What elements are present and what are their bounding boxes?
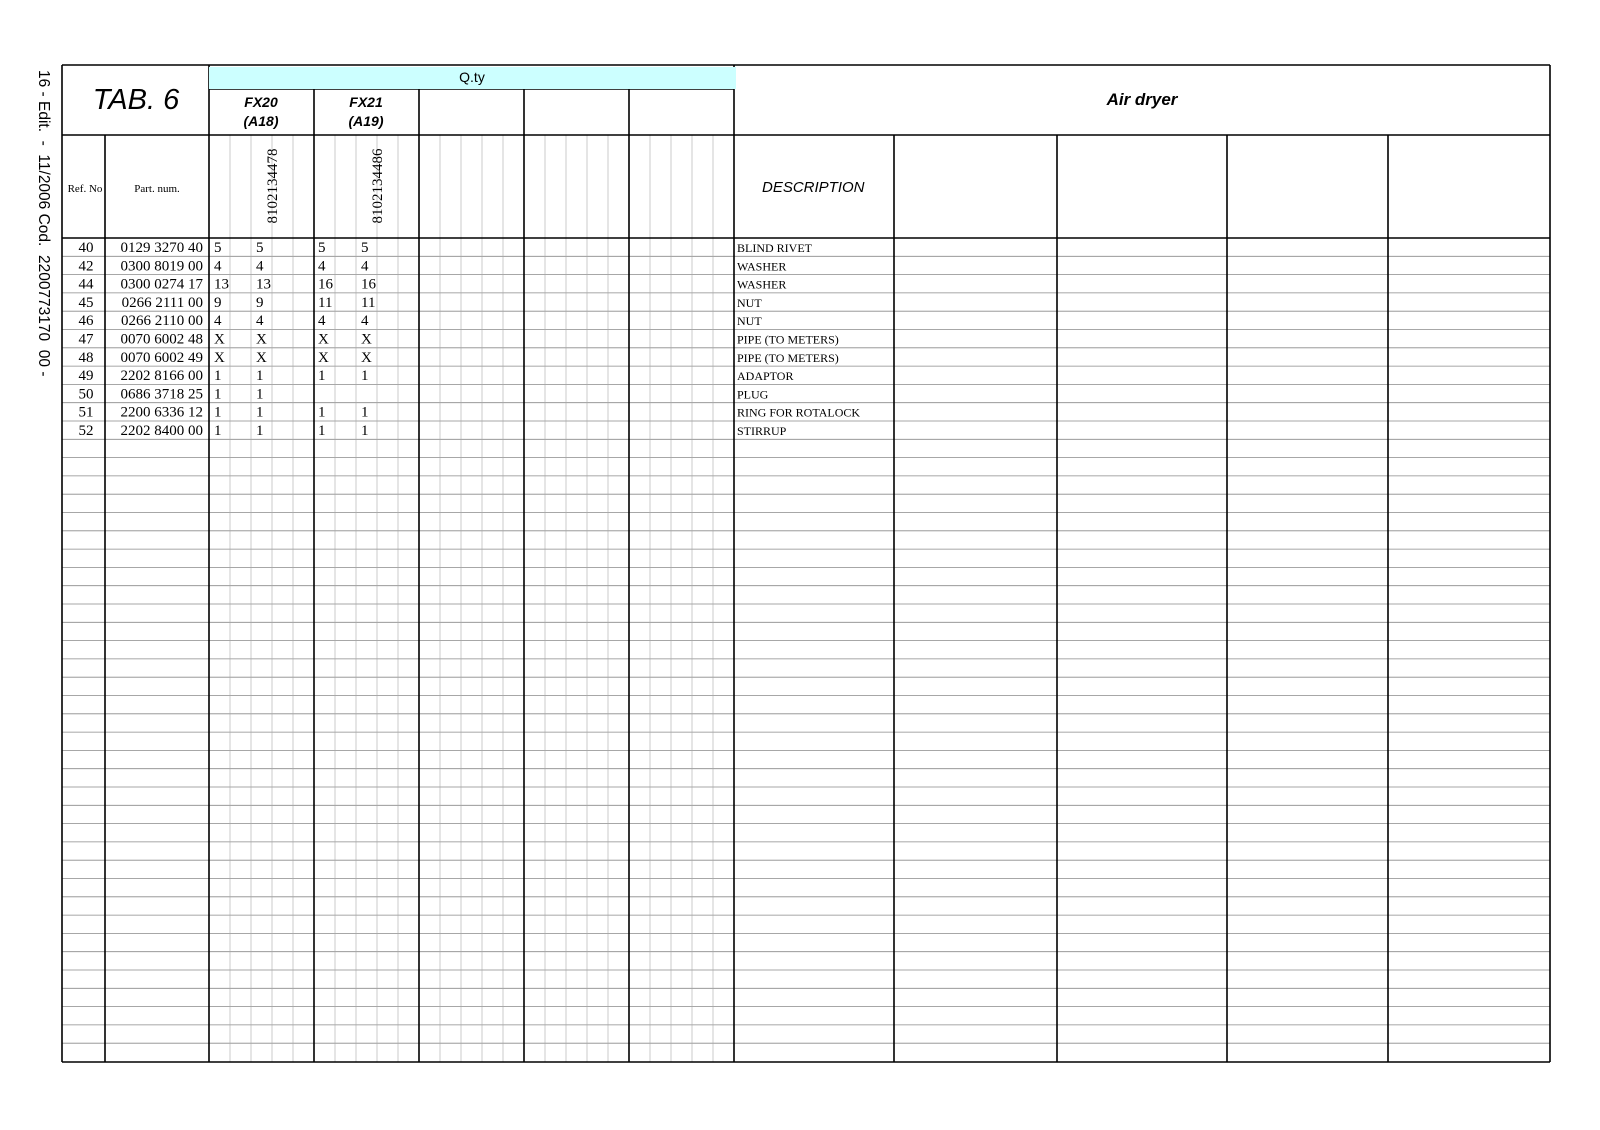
qty-model-2: 4 — [318, 313, 326, 330]
model-1-code: 8102134478 — [265, 148, 281, 224]
qty-model-1: 1 — [214, 368, 222, 385]
part-description: NUT — [737, 295, 762, 310]
qty-model-2-alt: 11 — [361, 294, 376, 311]
qty-model-1: 9 — [214, 294, 222, 311]
model-1-sub: (A18) — [243, 113, 279, 129]
qty-model-1: 5 — [214, 240, 222, 256]
qty-model-2: 16 — [318, 276, 333, 293]
part-number: 0070 6002 49 — [120, 349, 203, 366]
part-number: 0266 2110 00 — [121, 313, 203, 330]
qty-model-1: 1 — [214, 423, 222, 439]
ref-number: 45 — [78, 294, 94, 311]
qty-model-2-alt: 4 — [361, 258, 369, 275]
part-description: STIRRUP — [737, 424, 787, 438]
part-description: BLIND RIVET — [737, 241, 812, 255]
qty-model-1: X — [214, 349, 225, 366]
part-description: WASHER — [737, 259, 787, 274]
model-2-name: FX21 — [349, 94, 383, 110]
qty-model-1: 1 — [214, 404, 222, 421]
qty-model-1-alt: 5 — [256, 240, 264, 256]
qty-model-2: 4 — [318, 258, 326, 275]
part-number: 2202 8166 00 — [120, 368, 203, 385]
ref-number: 52 — [78, 423, 94, 439]
qty-model-1: 4 — [214, 258, 222, 275]
ref-number: 46 — [78, 313, 94, 330]
ref-number: 47 — [78, 331, 94, 348]
table-title: Air dryer — [1106, 90, 1178, 109]
ref-number: 48 — [78, 349, 94, 366]
qty-label: Q.ty — [459, 69, 485, 85]
ref-number: 49 — [78, 368, 94, 385]
part-description: WASHER — [737, 277, 787, 292]
qty-model-1-alt: 1 — [256, 404, 264, 421]
qty-model-1: 1 — [214, 386, 222, 403]
qty-model-2-alt: 16 — [361, 276, 376, 293]
part-description: PLUG — [737, 387, 769, 402]
qty-model-1: X — [214, 331, 225, 348]
qty-model-1-alt: 4 — [256, 313, 264, 330]
part-description: RING FOR ROTALOCK — [737, 405, 861, 420]
part-number: 2202 8400 00 — [120, 423, 203, 439]
ref-number: 40 — [78, 240, 94, 256]
part-number: 2200 6336 12 — [120, 404, 203, 421]
qty-model-1-alt: 1 — [256, 386, 264, 403]
part-description: PIPE (TO METERS) — [737, 350, 839, 365]
part-number: 0266 2111 00 — [121, 294, 203, 311]
model-2-sub: (A19) — [348, 113, 384, 129]
part-description: NUT — [737, 314, 762, 329]
qty-model-1-alt: 9 — [256, 294, 264, 311]
ref-number: 50 — [78, 386, 94, 403]
qty-model-1: 13 — [214, 276, 229, 293]
qty-model-2-alt: 4 — [361, 313, 369, 330]
qty-model-1: 4 — [214, 313, 222, 330]
part-number: 0686 3718 25 — [120, 386, 203, 403]
ref-number: 42 — [78, 258, 94, 275]
part-number: 0070 6002 48 — [120, 331, 203, 348]
qty-model-2: X — [318, 331, 329, 348]
qty-model-1-alt: X — [256, 349, 267, 366]
ref-number: 44 — [78, 276, 94, 293]
qty-model-2: 1 — [318, 423, 326, 439]
part-description: ADAPTOR — [737, 369, 794, 384]
part-description: PIPE (TO METERS) — [737, 332, 839, 347]
model-2-code: 8102134486 — [370, 148, 386, 224]
part-number: 0129 3270 40 — [120, 240, 203, 256]
qty-model-2: 1 — [318, 404, 326, 421]
qty-model-2-alt: 1 — [361, 368, 369, 385]
qty-model-2: 5 — [318, 240, 326, 256]
qty-model-2-alt: 1 — [361, 423, 369, 439]
qty-model-2: 11 — [318, 294, 333, 311]
qty-model-2-alt: 5 — [361, 240, 369, 256]
qty-model-1-alt: 4 — [256, 258, 264, 275]
qty-model-2: X — [318, 349, 329, 366]
ref-no-header: Ref. No — [67, 183, 103, 195]
table-label: TAB. 6 — [92, 84, 180, 116]
model-1-name: FX20 — [244, 94, 278, 110]
part-num-header: Part. num. — [134, 183, 180, 195]
ref-number: 51 — [78, 404, 94, 421]
description-header: DESCRIPTION — [762, 179, 865, 196]
part-number: 0300 0274 17 — [120, 276, 203, 293]
qty-model-2-alt: X — [361, 349, 372, 366]
edition-note: 16 - Edit. - 11/2006 Cod. 2200773170 00 - — [35, 70, 52, 377]
qty-model-2-alt: 1 — [361, 404, 369, 421]
qty-model-1-alt: 1 — [256, 368, 264, 385]
qty-model-1-alt: 1 — [256, 423, 264, 439]
part-number: 0300 8019 00 — [120, 258, 203, 275]
qty-model-2-alt: X — [361, 331, 372, 348]
qty-model-2: 1 — [318, 368, 326, 385]
qty-model-1-alt: X — [256, 331, 267, 348]
qty-model-1-alt: 13 — [256, 276, 271, 293]
